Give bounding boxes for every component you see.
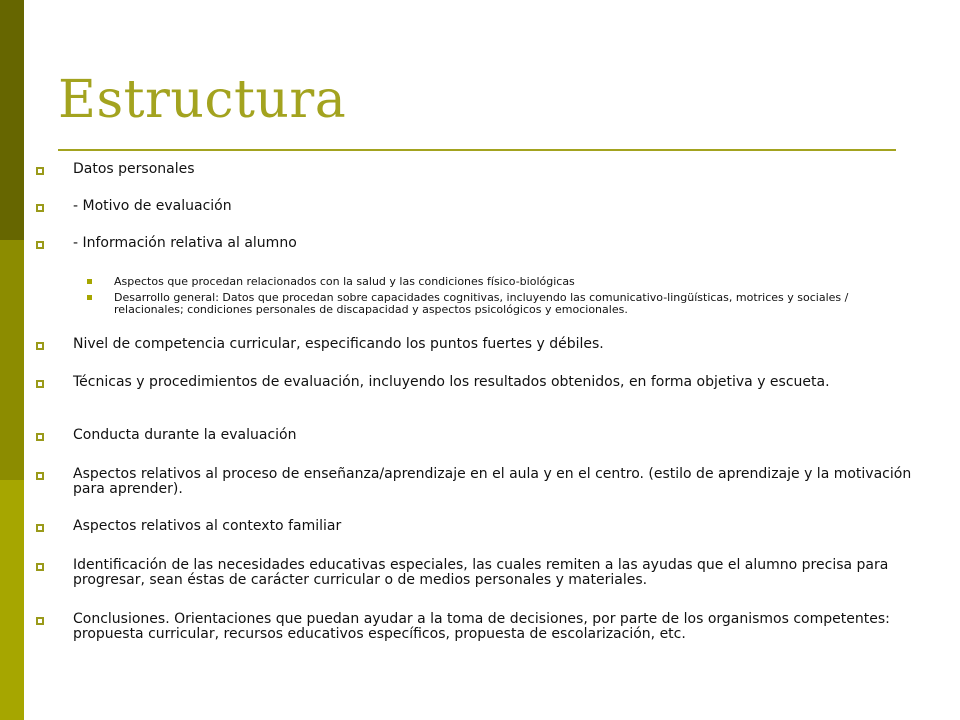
sub-list-item-text: Desarrollo general: Datos que procedan sobre capacidades cognitivas, incluyendo las comunicativo-lingüísticas, motrices y sociales / relacionales; condiciones personales de discapacidad y aspectos psicológicos y emocionales.: [114, 291, 849, 316]
list-item-text: Identificación de las necesidades educativas especiales, las cuales remiten a las ayudas que el alumno precisa para progresar, sean éstas de carácter curricular o de medios personales y materiales.: [73, 557, 889, 588]
title-underline: [58, 149, 896, 151]
square-bullet-icon: [36, 524, 44, 532]
square-bullet-icon: [36, 167, 44, 175]
list-item-text: - Información relativa al alumno: [73, 235, 297, 251]
square-bullet-icon: [36, 617, 44, 625]
slide-title: Estructura: [58, 70, 347, 130]
list-item-text: Nivel de competencia curricular, especificando los puntos fuertes y débiles.: [73, 336, 604, 352]
list-item-text: Aspectos relativos al contexto familiar: [73, 518, 342, 534]
filled-square-bullet-icon: [87, 279, 92, 284]
sidebar-stripe-light: [0, 480, 24, 720]
list-item-text: Técnicas y procedimientos de evaluación, incluyendo los resultados obtenidos, en forma objetiva y escueta.: [73, 374, 830, 390]
square-bullet-icon: [36, 433, 44, 441]
square-bullet-icon: [36, 342, 44, 350]
sub-list-item-text: Aspectos que procedan relacionados con la salud y las condiciones físico-biológicas: [114, 275, 575, 288]
list-item-text: Conclusiones. Orientaciones que puedan ayudar a la toma de decisiones, por parte de los organismos competentes: propuesta curricular, recursos educativos específicos, propuesta de escolarización, etc.: [73, 611, 890, 642]
list-item-text: Conducta durante la evaluación: [73, 427, 297, 443]
square-bullet-icon: [36, 563, 44, 571]
square-bullet-icon: [36, 380, 44, 388]
list-item-text: - Motivo de evaluación: [73, 198, 232, 214]
square-bullet-icon: [36, 241, 44, 249]
square-bullet-icon: [36, 472, 44, 480]
filled-square-bullet-icon: [87, 295, 92, 300]
list-item-text: Datos personales: [73, 161, 195, 177]
square-bullet-icon: [36, 204, 44, 212]
sidebar-stripe-mid: [0, 240, 24, 480]
sidebar-stripe-dark: [0, 0, 24, 240]
list-item-text: Aspectos relativos al proceso de enseñanza/aprendizaje en el aula y en el centro. (estilo de aprendizaje y la motivación para aprender).: [73, 466, 912, 497]
